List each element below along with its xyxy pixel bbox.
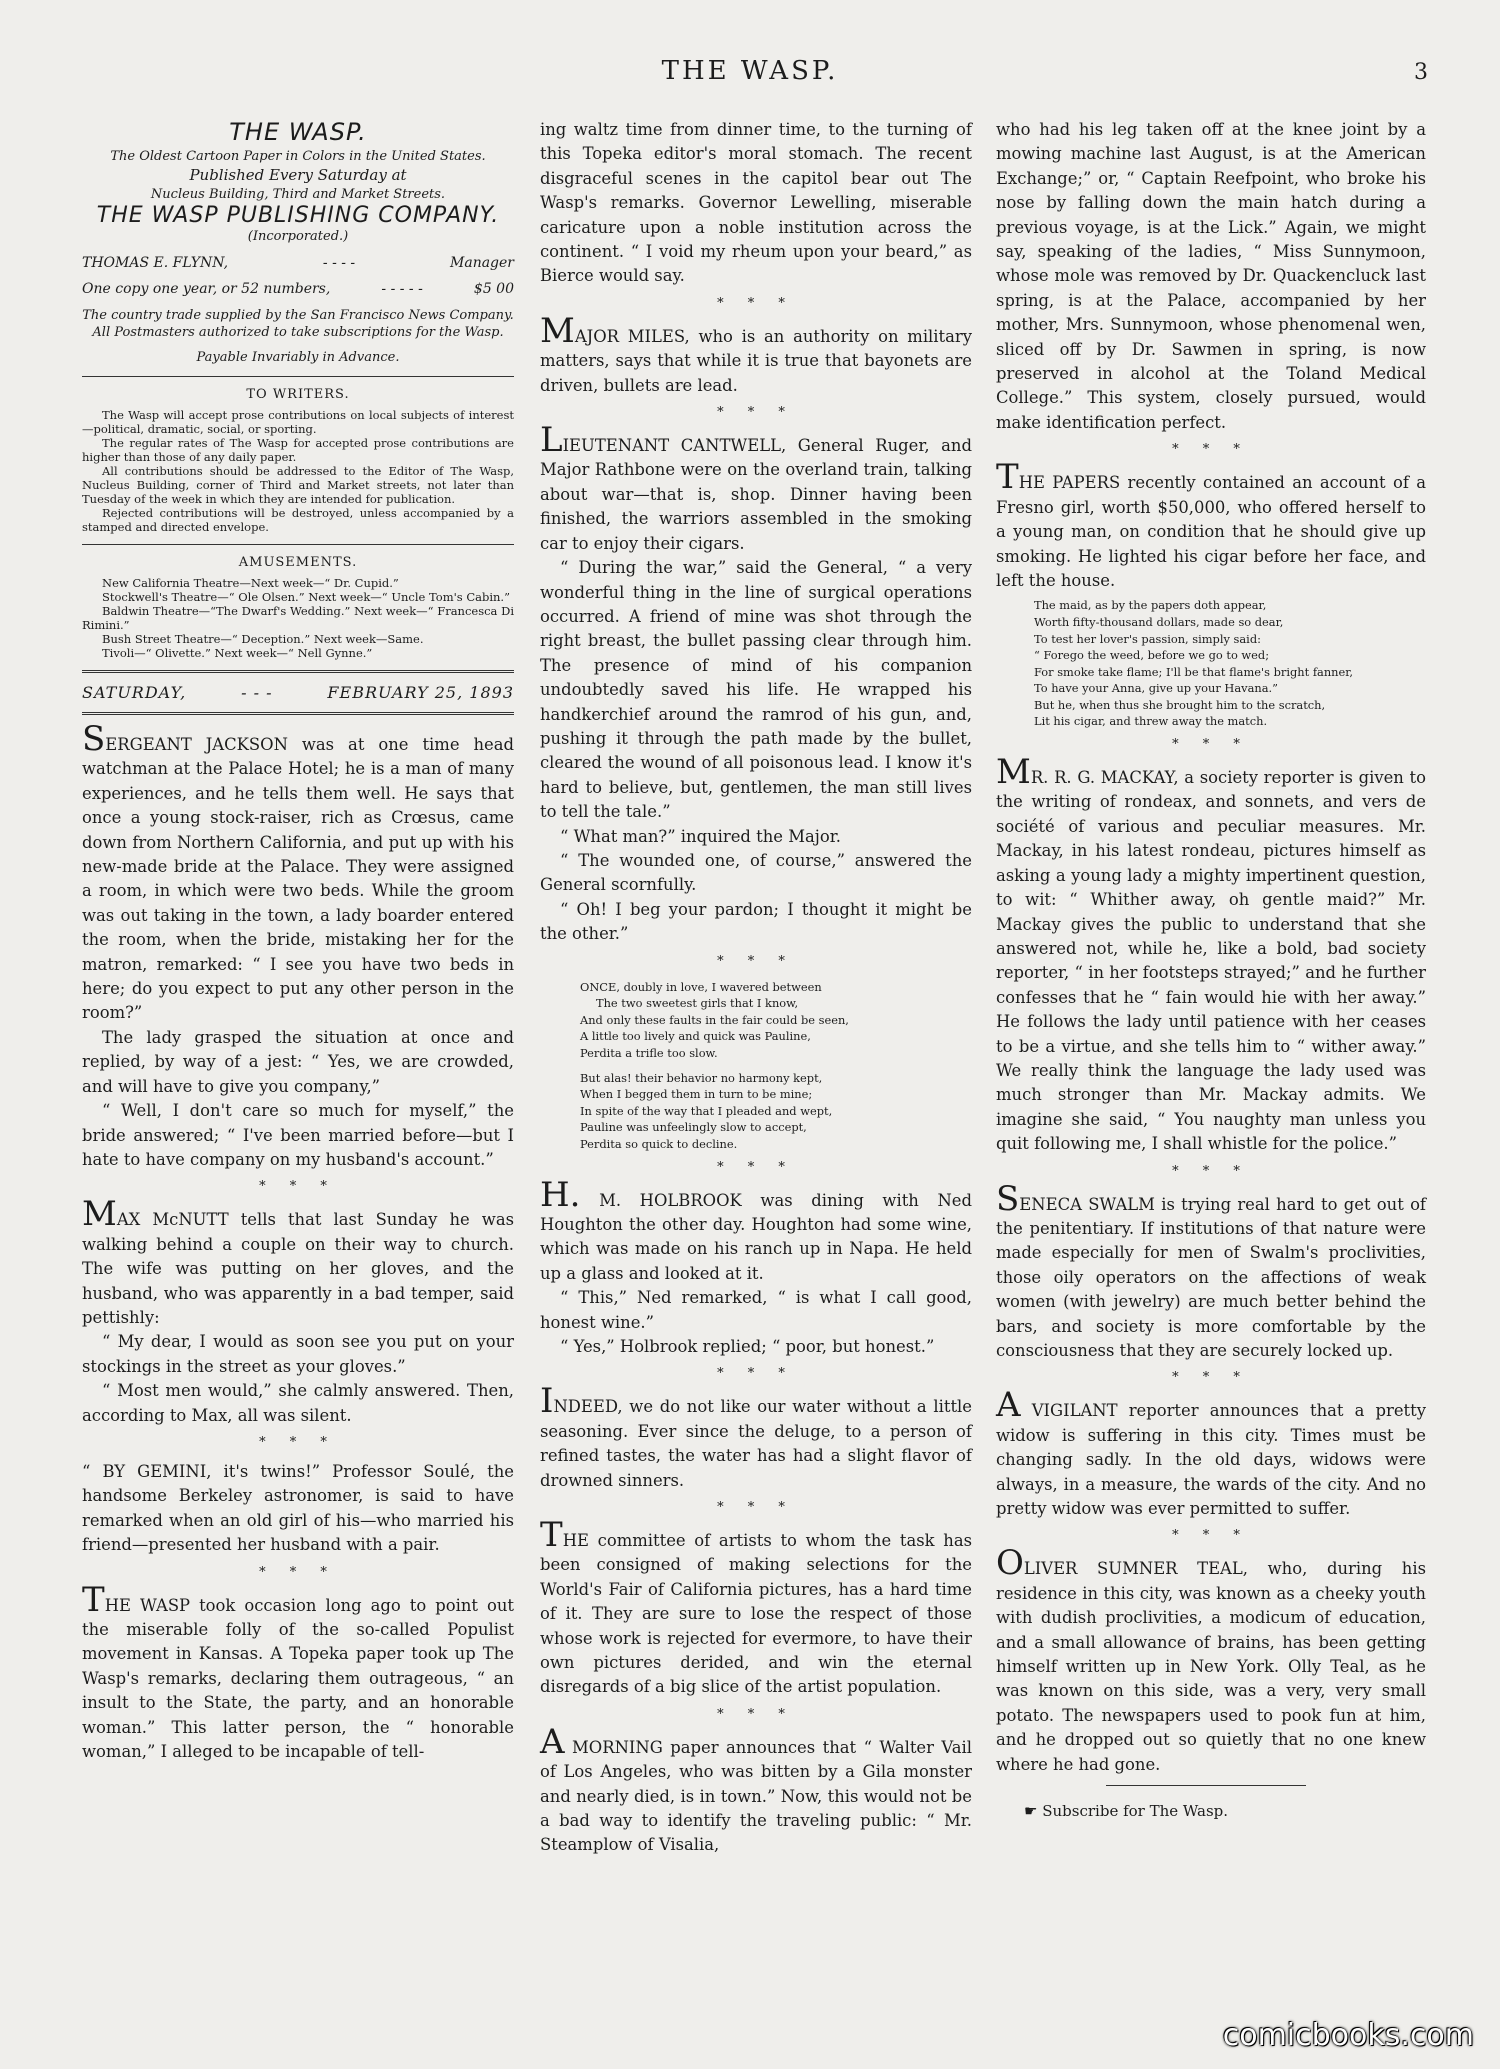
poem-line: But he, when thus she brought him to the scratch, bbox=[1034, 697, 1326, 712]
poem-line: For smoke take flame; I'll be that flame's bright fanner, bbox=[1034, 664, 1354, 679]
section-stars: * * * bbox=[717, 1706, 795, 1722]
to-writers-p4: Rejected contributions will be destroyed, unless accompanied by a stamped and directed envelope. bbox=[82, 506, 514, 534]
to-writers-p2: The regular rates of The Wasp for accepted prose contributions are higher than those of any daily paper. bbox=[82, 436, 514, 464]
to-writers-p3: All contributions should be addressed to the Editor of The Wasp, Nucleus Building, corner of Third and Market streets, not later than Tuesday of the week in which they are intended for publication. bbox=[82, 464, 514, 506]
pointing-hand-icon: ☛ bbox=[1024, 1802, 1038, 1821]
price-value: $5 00 bbox=[473, 281, 514, 297]
dateline-day: SATURDAY, bbox=[82, 683, 187, 702]
item-widow: A VIGILANT reporter announces that a pretty widow is suffering in this city. Times must be changing sadly. In the old days, widows were always, in a measure, the wards of the city. And no pretty widow was ever permitted to suffer. bbox=[996, 1385, 1426, 1519]
rule bbox=[82, 712, 514, 715]
poem-line: Perdita a trifle too slow. bbox=[580, 1045, 718, 1060]
poem-line: Lit his cigar, and threw away the match. bbox=[1034, 714, 1268, 729]
poem-line: To have your Anna, give up your Havana.” bbox=[1034, 681, 1278, 696]
manager-name: THOMAS E. FLYNN, bbox=[82, 255, 229, 271]
item-jackson-2: The lady grasped the situation at once and replied, by way of a jest: “ Yes, we are crowded, and will have to give you company,” bbox=[82, 1027, 514, 1096]
section-stars: * * * bbox=[1172, 1528, 1250, 1544]
item-swalm: SENECA SWALM is trying real hard to get out of the penitentiary. If institutions of that nature were made especially for men of Swalm's proclivities, those oily operators on the affections of weak women (with jewelry) are much better behind the bars, and society is more comfortable by the consciousness that they are securely locked up. bbox=[996, 1178, 1426, 1360]
poem-line: The maid, as by the papers doth appear, bbox=[1034, 598, 1267, 613]
masthead-line-2: Published Every Saturday at bbox=[189, 166, 407, 184]
poem-once bbox=[540, 979, 972, 1153]
item-miles: MAJOR MILES, who is an authority on military matters, says that while it is true that bayonets are driven, bullets are lead. bbox=[540, 310, 972, 395]
poem-line: ONCE, doubly in love, I wavered between bbox=[580, 979, 822, 994]
poem-line: Worth fifty-thousand dollars, made so dear, bbox=[1034, 614, 1284, 629]
manager-row bbox=[82, 255, 514, 271]
amusement-item: Stockwell's Theatre—“ Ole Olsen.” Next week—“ Uncle Tom's Cabin.” bbox=[102, 590, 510, 604]
masthead-incorporated: (Incorporated.) bbox=[247, 229, 349, 244]
item-committee: THE committee of artists to whom the task has been consigned of making selections for the World's Fair of California pictures, has a hard time of it. They are sure to lose the respect of those whose work is rejected for evermore, to have their own pictures derided, and win the eternal disregards of a big slice of the artist population. bbox=[540, 1515, 972, 1697]
page-number: 3 bbox=[1414, 60, 1428, 85]
poem-line: Pauline was unfeelingly slow to accept, bbox=[580, 1120, 807, 1135]
section-stars: * * * bbox=[259, 1179, 337, 1195]
item-water: INDEED, we do not like our water without a little seasoning. Ever since the deluge, to a person of refined tastes, the water has had a slight flavor of drowned sinners. bbox=[540, 1381, 972, 1490]
subscribe-line bbox=[996, 1802, 1426, 1820]
price-row bbox=[82, 281, 514, 297]
masthead-company: THE WASP PUBLISHING COMPANY. bbox=[96, 203, 500, 228]
masthead-payable: Payable Invariably in Advance. bbox=[196, 350, 400, 365]
poem-line: In spite of the way that I pleaded and wept, bbox=[580, 1103, 833, 1118]
section-stars: * * * bbox=[717, 1159, 795, 1175]
poem-line: To test her lover's passion, simply said: bbox=[1034, 631, 1261, 646]
to-writers-heading: TO WRITERS. bbox=[246, 387, 350, 402]
poem-line: When I begged them in turn to be mine; bbox=[580, 1087, 813, 1102]
amusement-item: Baldwin Theatre—“The Dwarf's Wedding.” Next week—“ Francesca Di Rimini.” bbox=[82, 604, 514, 632]
column-3 bbox=[996, 118, 1426, 1820]
amusement-item: Bush Street Theatre—“ Deception.” Next week—Same. bbox=[102, 632, 424, 646]
section-stars: * * * bbox=[1172, 442, 1250, 458]
section-stars: * * * bbox=[1172, 737, 1250, 753]
item-teal: OLIVER SUMNER TEAL, who, during his residence in this city, was known as a cheeky youth with dudish proclivities, a modicum of education, and a small allowance of brains, has been getting himself written up in New York. Olly Teal, as he was known on this side, was a very, very small potato. The newspapers used to pook fun at him, and he dropped out so quietly that no one knew where he had gone. bbox=[996, 1543, 1426, 1774]
to-writers-p1: The Wasp will accept prose contributions on local subjects of interest—political, dramatic, social, or sporting. bbox=[82, 408, 514, 436]
item-mcnutt: MAX McNUTT tells that last Sunday he was walking behind a couple on their way to church. The wife was putting on her gloves, and the husband, who was apparently in a bad temper, said pettishly: bbox=[82, 1194, 514, 1327]
poem-gap bbox=[580, 1062, 972, 1070]
price-dashes: - - - - - bbox=[381, 281, 423, 297]
item-jackson: SERGEANT JACKSON was at one time head watchman at the Palace Hotel; he is a man of many experiences, and he tells them well. He says that once a young stock-raiser, rich as Crœsus, came down from Northern California, and put up with his new-made bride at the Palace. They were assigned a room, in which were two beds. While the groom was out taking in the town, a lady boarder entered the room, when the bride, mistaking her for the matron, remarked: “ I see you have two beds in here; do you expect to put any other person in the room?” bbox=[82, 719, 514, 1023]
section-stars: * * * bbox=[717, 1366, 795, 1382]
dateline bbox=[82, 683, 514, 702]
watermark: comicbooks.com bbox=[1222, 2018, 1474, 2053]
section-stars: * * * bbox=[717, 953, 795, 969]
item-mcnutt-2: “ My dear, I would as soon see you put on your stockings in the street as your gloves.” bbox=[82, 1332, 514, 1376]
masthead-line-1: The Oldest Cartoon Paper in Colors in the United States. bbox=[110, 149, 486, 164]
section-stars: * * * bbox=[717, 405, 795, 421]
masthead-trade: The country trade supplied by the San Francisco News Company. All Postmasters authorized to take subscriptions for the Wasp. bbox=[82, 308, 514, 340]
masthead-line-3: Nucleus Building, Third and Market Streets. bbox=[150, 187, 446, 202]
poem-line: Perdita so quick to decline. bbox=[580, 1136, 738, 1151]
item-cantwell-2: “ During the war,” said the General, “ a very wonderful thing in the line of surgical operations occurred. A friend of mine was shot through the right breast, the bullet passing clear through him. The presence of mind of his companion undoubtedly saved his life. He wrapped his handkerchief around the ramrod of his gun, and, pushing it through the path made by the bullet, cleared the wound of all poisonous lead. I know it's hard to believe, but, gentlemen, the man still lives to tell the tale.” bbox=[540, 558, 972, 822]
item-jackson-3: “ Well, I don't care so much for myself,” the bride answered; “ I've been married before—but I hate to have company on my husband's account.” bbox=[82, 1101, 514, 1169]
column-1 bbox=[82, 118, 514, 1764]
amusement-item: New California Theatre—Next week—“ Dr. Cupid.” bbox=[102, 576, 399, 590]
item-identification: who had his leg taken off at the knee joint by a mowing machine last August, is at the American Exchange;” or, “ Captain Reefpoint, who broke his nose by falling down the main hatch during a previous voyage, is at the Lick.” Again, we might say, speaking of the ladies, “ Miss Sunnymoon, whose mole was removed by Dr. Quackencluck last spring, is at the Palace, accompanied by her mother, Mrs. Sunnymoon, whose phenomenal wen, sliced off by Dr. Sawmen in spring, is now preserved in alcohol at the Toland Medical College.” This system, closely pursued, would make identification perfect. bbox=[996, 120, 1426, 432]
section-stars: * * * bbox=[717, 1500, 795, 1515]
poem-line: A little too lively and quick was Pauline, bbox=[580, 1029, 811, 1044]
item-mackay: MR. R. G. MACKAY, a society reporter is given to the writing of rondeax, and sonnets, and vers de société of various and peculiar measures. Mr. Mackay, in his latest rondeau, pictures himself as asking a young lady a mighty impertinent question, to wit: “ Whither away, oh gentle maid?” Mr. Mackay gives the public to understand that she answered not, while he, like a bold, bad society reporter, “ in her footsteps strayed;” and he further confesses that he “ fain would hie with her away.” He follows the lady until patience with her ceases to be a virtue, and she tells him to “ wither away.” We really think the language the lady used was much stronger than Mr. Mackay admits. We imagine she said, “ You naughty man unless you quit following me, I shall whistle for the police.” bbox=[996, 752, 1426, 1154]
item-holbrook-3: “ Yes,” Holbrook replied; “ poor, but honest.” bbox=[560, 1336, 935, 1356]
section-stars: * * * bbox=[259, 1564, 337, 1580]
poem-line: The two sweetest girls that I know, bbox=[596, 996, 799, 1011]
page-header-title: THE WASP. bbox=[661, 56, 839, 86]
masthead-title: THE WASP. bbox=[229, 118, 367, 146]
dateline-date: FEBRUARY 25, 1893 bbox=[327, 683, 514, 702]
rule bbox=[1106, 1785, 1306, 1786]
price-label: One copy one year, or 52 numbers, bbox=[82, 281, 331, 297]
item-cantwell: LIEUTENANT CANTWELL, General Ruger, and Major Rathbone were on the overland train, talking about war—that is, shop. Dinner having been finished, the warriors assembled in the smoking car to enjoy their cigars. bbox=[540, 420, 972, 553]
item-morning-paper: A MORNING paper announces that “ Walter Vail of Los Angeles, who was bitten by a Gila monster and nearly died, is in town.” Now, this would not be a bad way to identify the traveling public: “ Mr. Steamplow of Visalia, bbox=[540, 1721, 972, 1855]
section-stars: * * * bbox=[1172, 1370, 1250, 1386]
subscribe-text: Subscribe for The Wasp. bbox=[1042, 1802, 1229, 1821]
poem-line: And only these faults in the fair could be seen, bbox=[580, 1012, 849, 1027]
item-wasp-kansas: THE WASP took occasion long ago to point out the miserable folly of the so-called Populist movement in Kansas. A Topeka paper took up The Wasp's remarks, declaring them outrageous, “ an insult to the State, the party, and an honorable woman.” This latter person, the “ honorable woman,” I alleged to be incapable of tell- bbox=[82, 1579, 514, 1762]
poem-line: “ Forego the weed, before we go to wed; bbox=[1034, 648, 1270, 663]
amusements-heading: AMUSEMENTS. bbox=[238, 555, 358, 570]
manager-dashes: - - - - bbox=[322, 255, 356, 271]
section-stars: * * * bbox=[1172, 1163, 1250, 1179]
poem-maid bbox=[996, 597, 1426, 730]
rule bbox=[82, 544, 514, 545]
item-cantwell-5: “ Oh! I beg your pardon; I thought it might be the other.” bbox=[540, 899, 972, 944]
poem-line: But alas! their behavior no harmony kept, bbox=[580, 1070, 823, 1085]
item-mcnutt-3: “ Most men would,” she calmly answered. Then, according to Max, all was silent. bbox=[82, 1381, 514, 1425]
rule bbox=[82, 670, 514, 673]
amusement-item: Tivoli—“ Olivette.” Next week—“ Nell Gynne.” bbox=[102, 646, 373, 660]
item-papers: THE PAPERS recently contained an account of a Fresno girl, worth $50,000, who offered herself to a young man, on condition that he should give up smoking. He lighted his cigar before her face, and left the house. bbox=[996, 457, 1426, 590]
section-stars: * * * bbox=[259, 1434, 337, 1450]
item-cantwell-3: “ What man?” inquired the Major. bbox=[560, 826, 841, 846]
manager-title: Manager bbox=[450, 255, 514, 271]
dateline-dashes: - - - bbox=[241, 683, 273, 702]
item-holbrook-2: “ This,” Ned remarked, “ is what I call good, honest wine.” bbox=[540, 1288, 972, 1332]
rule bbox=[82, 376, 514, 377]
section-stars: * * * bbox=[717, 295, 795, 311]
item-kansas-cont: ing waltz time from dinner time, to the turning of this Topeka editor's moral stomach. The recent disgraceful scenes in the capitol bear out The Wasp's remarks. Governor Lewelling, miserable caricature upon a noble institution across the continent. “ I void my rheum upon your beard,” as Bierce would say. bbox=[540, 120, 972, 286]
item-gemini: “ BY GEMINI, it's twins!” Professor Soulé, the handsome Berkeley astronomer, is said to have remarked when an old girl of his—who married his friend—presented her husband with a pair. bbox=[82, 1461, 514, 1555]
item-holbrook: H. M. HOLBROOK was dining with Ned Houghton the other day. Houghton had some wine, which was made on his ranch up in Napa. He held up a glass and looked at it. bbox=[540, 1174, 972, 1283]
item-cantwell-4: “ The wounded one, of course,” answered the General scornfully. bbox=[540, 850, 972, 895]
column-2 bbox=[540, 118, 972, 1858]
